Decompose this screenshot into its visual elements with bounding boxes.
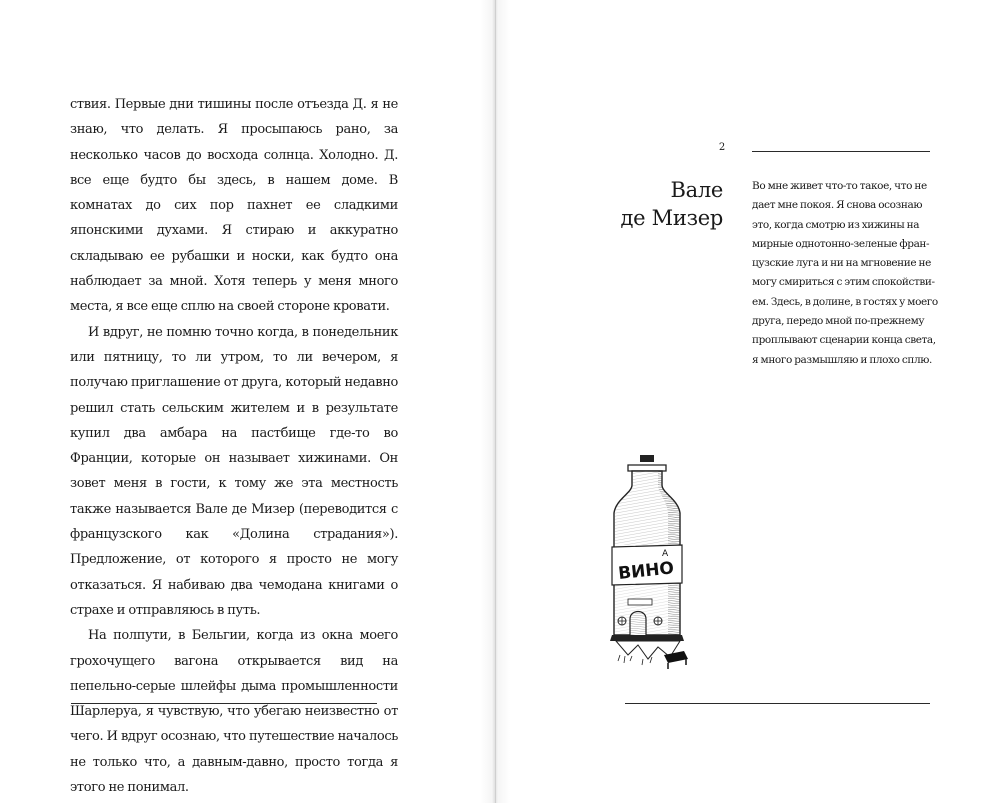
paragraph [752,177,938,370]
chapter-rule [752,151,930,152]
bottom-rule-left [71,703,377,704]
wine-bottle-illustration [598,455,700,675]
paragraph: На полпути, в Бельгии, когда из окна моего грохочущего вагона открывается вид на пепельно-серые шлейфы дыма промышленности Шарлеруа, я чувствую, что убегаю неизвестно от чего. И вдруг осознаю, что путешествие началось не только что, а давным-давно, просто тогда я этого не понимал. [70,628,398,796]
bottle-cap [640,455,654,462]
bottle-label-superscript: А [662,549,669,559]
paragraph: ствия. Первые дни тишины после отъезда Д. я не знаю, что делать. Я просыпаюсь рано, за несколько часов до восхода солнца. Холодно. Д. все еще будто бы здесь, в нашем доме. В комнатах до сих пор пахнет ее сладкими японскими духами. Я стираю и аккуратно складываю ее рубашки и носки, как будто она наблюдает за мной. Хотя теперь у меня много места, я все еще сплю на своей стороне кровати. [70,97,398,315]
right-page-text [752,177,938,370]
text-line: это, когда смотрю из хижины на [752,218,920,231]
text-line: друга, передо мной по-прежнему [752,315,925,328]
text-line: дает мне покоя. Я снова осознаю [752,199,923,212]
left-page [0,0,495,803]
text-line: цузские луга и ни на мгновение не [752,257,931,270]
text-line: ем. Здесь, в долине, в гостях у моего [752,295,938,308]
chapter-title-line: Вале [670,178,723,202]
book-gutter-line [495,0,496,803]
chapter-title [590,176,723,232]
left-page-text [70,92,398,800]
text-line: мирные однотонно-зеленые фран- [752,237,930,250]
text-line: проплывают сценарии конца света, [752,334,936,347]
bottle-label-text: ВИНО [617,558,675,585]
right-page [495,0,991,803]
text-line: я много размышляю и плохо сплю. [752,353,932,366]
paragraph: И вдруг, не помню точно когда, в понедельник или пятницу, то ли утром, то ли вечером, я получаю приглашение от друга, который недавно решил стать сельским жителем и в результате купил два амбара на пастбище где-то во Франции, которые он называет хижинами. Он зовет меня в гости, к тому же эта местность также называется Вале де Мизер (переводится с французского как «Долина страдания»). Предложение, от которого я просто не могу отказаться. Я набиваю два чемодана книгами о страхе и отправляюсь в путь. [70,324,398,618]
chapter-number: 2 [718,142,726,153]
chapter-title-line: де Мизер [620,206,723,230]
bottom-rule-right [625,703,930,704]
text-line: могу смириться с этим спокойстви- [752,276,935,289]
text-line: Во мне живет что-то такое, что не [752,180,927,192]
